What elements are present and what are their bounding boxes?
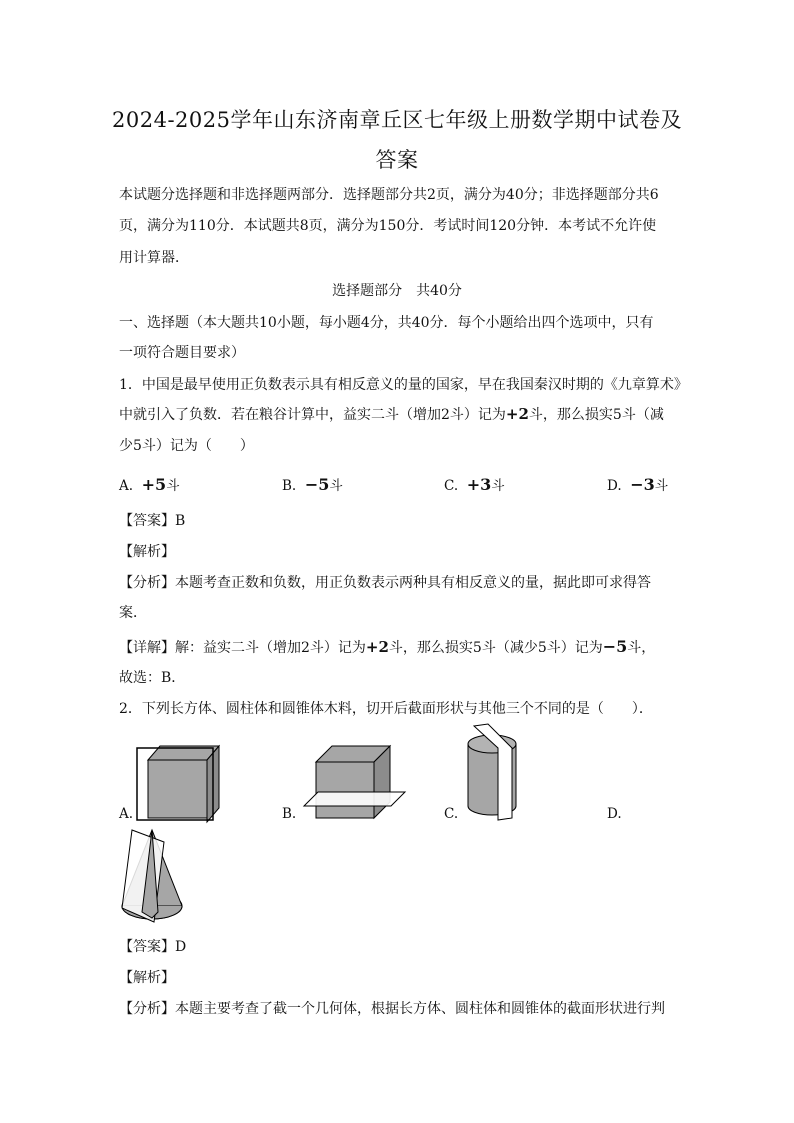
cube-front-face [148,760,207,818]
detail-text-mid: 斗，那么损实5斗（减少5斗）记为 [388,640,603,656]
intro-line-2: 页，满分为110分．本试题共8页，满分为150分．考试时间120分钟．本考试不允许使 [119,218,657,234]
figure-c-cylinder-vertical-cut [462,722,524,822]
q2-stem: 2．下列长方体、圆柱体和圆锥体木料，切开后截面形状与其他三个不同的是（ ）． [119,701,653,717]
q2-option-c: C. [444,806,459,822]
option-letter: C. [444,478,459,494]
page-title-line2: 答案 [375,148,419,172]
intro-line-3: 用计算器． [119,250,189,266]
option-letter: A. [119,478,134,494]
q1-stem-line-3: 少5斗）记为（ ） [119,438,254,454]
q1-fenxi-line-1: 【分析】本题考查正数和负数，用正负数表示两种具有相反意义的量，据此即可求得答 [119,575,651,591]
part1-line-2: 一项符合题目要求） [119,345,245,361]
q2-option-d: D. [607,806,622,822]
q2-option-b: B. [282,806,297,822]
q1-fenxi-line-2: 案． [119,605,147,621]
option-unit: 斗 [329,478,343,494]
q1-option-c [444,474,505,494]
q2-option-a: A. [119,806,134,822]
detail-math-minus5: −5 [602,637,628,656]
part1-line-1: 一、选择题（本大题共10小题，每小题4分，共40分．每个小题给出四个选项中，只有 [119,315,654,331]
q2-fenxi-line-1: 【分析】本题主要考查了截一个几何体，根据长方体、圆柱体和圆锥体的截面形状进行判 [119,1001,665,1017]
q1-detail-line-1 [119,637,655,657]
figure-b-cube-horizontal-cut [302,742,408,822]
intro-line-1: 本试题分选择题和非选择题两部分．选择题部分共2页，满分为40分；非选择题部分共6 [119,187,659,203]
q1-stem-line-1: 1．中国是最早使用正负数表示具有相反意义的量的国家，早在我国秦汉时期的《九章算术》 [119,377,688,393]
option-unit: 斗 [166,478,180,494]
q1-stem-line-2 [119,404,664,424]
q1-analysis-label: 【解析】 [119,544,175,560]
cube-lower-part [316,806,374,818]
cutting-plane [304,792,405,806]
q1-option-b [282,474,343,494]
q2-analysis-label: 【解析】 [119,970,175,986]
option-value: −5 [304,475,330,494]
q1-option-d [607,474,668,494]
q1-stem-text-post: 斗，那么损实5斗（减 [528,407,664,423]
figure-d-cone-slanted-cut [116,828,188,924]
option-letter: D. [607,478,622,494]
option-unit: 斗 [491,478,505,494]
q2-answer: 【答案】D [119,939,187,955]
option-value: +5 [141,475,167,494]
detail-text-post: 斗， [627,640,656,656]
option-value: +3 [466,475,492,494]
option-value: −3 [630,475,655,494]
detail-text: 【详解】解：益实二斗（增加2斗）记为 [119,640,366,656]
q1-detail-line-2: 故选：B． [119,670,186,686]
figure-a-cube-vertical-cut [134,738,224,823]
option-letter: B. [282,478,297,494]
detail-math-plus2: +2 [365,638,389,656]
q1-option-a [119,474,180,494]
page-title-line1: 2024-2025学年山东济南章丘区七年级上册数学期中试卷及 [112,108,682,132]
section-heading: 选择题部分 共40分 [332,283,462,299]
option-unit: 斗 [654,478,669,494]
q1-math-plus2: +2 [505,405,529,423]
q1-stem-text: 中就引入了负数．若在粮谷计算中，益实二斗（增加2斗）记为 [119,407,506,423]
q1-answer: 【答案】B [119,513,186,529]
